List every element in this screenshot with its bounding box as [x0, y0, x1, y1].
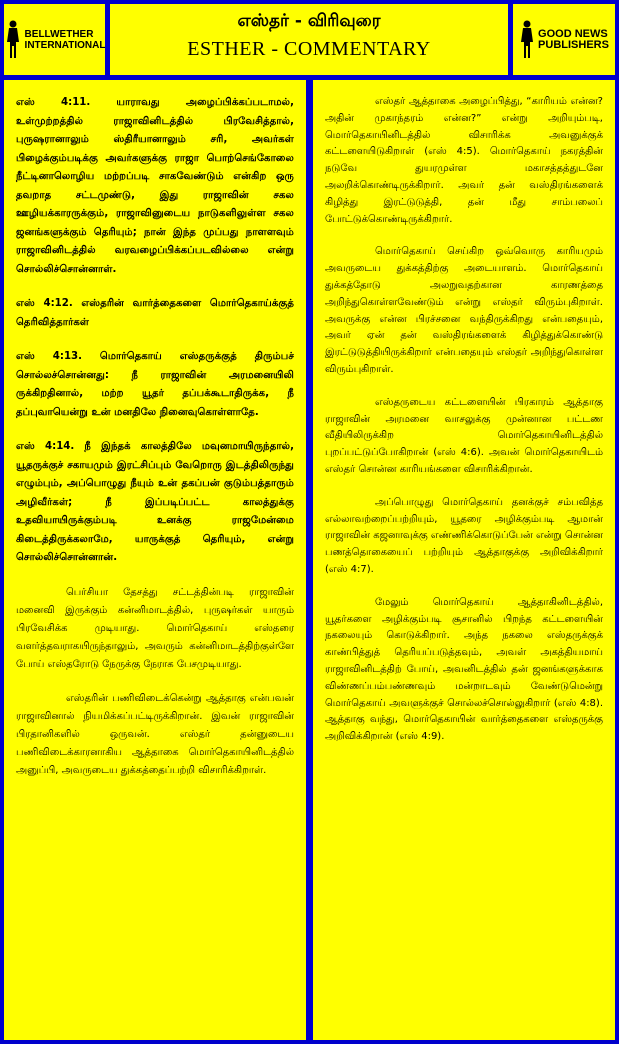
logo-line1: BELLWETHER [24, 28, 94, 40]
logo-line1: GOOD NEWS [538, 27, 608, 40]
verse-4-12: எஸ் 4:12. எஸ்தரின் வார்த்தைகளை மொர்தெகாய்க்குத் தெரிவித்தார்கள் [16, 298, 294, 328]
commentary-paragraph: எஸ்தருடைய கட்டளையின் பிரகாரம் ஆத்தாகு ராஜாவின் அரமனை வாசலுக்கு முன்னான பட்டண வீதியிலிருக்கிற மொர்தெகாயினிடத்தில் புறப்பட்டுப்போகிறான் (எஸ் 4:6). அவன் மொர்தெகாயிடம் எஸ்தர் சொன்ன காரியங்களை விசாரிக்கிறான். [325, 396, 603, 475]
commentary-paragraph: மேலும் மொர்தெகாய் ஆத்தாகினிடத்தில், யூதர்களை அழிக்கும்படி சூசானில் பிறந்த கட்டளையின் நகலையும் கொடுக்கிறார். அந்த நகலை எஸ்தருக்குக் காண்பித்துத் தெரியப்படுத்தவும், அவள் அகத்தியமாய் ராஜாவினிடத்திற் போய், அவனிடத்தில் தன் ஜனங்களுக்காக விண்ணப்பம்பண்ணவும் மன்றாடவும் வேண்டுமென்று மொர்தெகாய் அவளுக்குச் சொல்லச்சொல்லுகிறார் (எஸ் 4:8). ஆத்தாகு வந்து, மொர்தெகாயின் வார்த்தைகளை எஸ்தருக்கு அறிவிக்கிறான் (எஸ் 4:9). [325, 596, 603, 743]
title-panel [110, 4, 508, 75]
good-news-figure-icon [519, 20, 535, 60]
verse-4-11: எஸ் 4:11. யாராவது அழைப்பிக்கப்படாமல், உள்முற்றத்தில் ராஜாவினிடத்தில் பிரவேசித்தால், புருஷரானாலும் ஸ்திரீயானாலும் சரி, அவர்கள் பிழைக்கும்படிக்கு அவர்களுக்கு ராஜா பொற்செங்கோலை நீட்டினாலொழிய மற்றப்படி சாகவேண்டும் என்கிற ஒரு தவறாத சட்டமுண்டு, இது ராஜாவின் சகல ஊழியக்காரருக்கும், ராஜாவினுடைய நாடுகளிலுள்ள சகல ஜனங்களுக்கும் தெரியும்; நான் இந்த முப்பது நாளளவும் ராஜாவினிடத்தில் வரவழைப்பிக்கப்படவில்லை என்று சொல்லிச்சொன்னாள். [16, 97, 294, 275]
good-news-logo [513, 4, 615, 75]
logo-line2: INTERNATIONAL [24, 39, 105, 51]
left-column [4, 80, 306, 1040]
logo-line2: PUBLISHERS [538, 38, 609, 51]
verse-4-13: எஸ் 4:13. மொர்தெகாய் எஸ்தருக்குத் திரும்பச் சொல்லச்சொன்னது: நீ ராஜாவின் அரமனையிலி ருக்கிறதினால், மற்ற யூதர் தப்பக்கூடாதிருக்க, நீ தப்புவாயென்று உன் மனதிலே நினைவுகொள்ளாதே. [16, 351, 294, 418]
commentary-paragraph: மொர்தெகாய் செய்கிற ஒவ்வொரு காரியமும் அவருடைய துக்கத்திற்கு அடையாளம். மொர்தெகாய் துக்கத்தோடு அலறுவதற்கான காரணத்தை அறிந்துகொள்ளவேண்டும் என்று எஸ்தர் விரும்புகிறாள். அவருக்கு என்ன பிரச்சனை வந்திருக்கிறது என்பதையும், அவர் ஏன் தன் வஸ்திரங்களைக் கிழித்துக்கொண்டு இரட்டுடுத்தியிருக்கிறார் என்பதையும் எஸ்தர் அறிந்துகொள்ள விரும்புகிறாள். [325, 246, 603, 375]
right-column [313, 80, 615, 1040]
bellwether-logo [4, 4, 105, 75]
commentary-paragraph: எஸ்தர் ஆத்தாகை அழைப்பித்து, “காரியம் என்ன? அதின் முகாந்தரம் என்ன?” என்று அறியும்படி, மொர்தெகாயினிடத்தில் விசாரிக்க அவனுக்குக் கட்டளையிடுகிறாள் (எஸ் 4:5). மொர்தெகாய் நகரத்தின் நடுவே துயரமுள்ள மகாசத்தத்துடனே அலறிக்கொண்டிருக்கிறார். அவர் தன் வஸ்திரங்களைக் கிழித்து இரட்டுடுத்தி, தன் மீது சாம்பலைப் போட்டுக்கொண்டிருக்கிறார். [325, 96, 603, 225]
page-title-tamil: எஸ்தர் - விரிவுரை [237, 11, 381, 31]
page-title-english: ESTHER - COMMENTARY [187, 38, 431, 60]
verse-4-14: எஸ் 4:14. நீ இந்தக் காலத்திலே மவுனமாயிருந்தால், யூதருக்குச் சகாயமும் இரட்சிப்பும் வேறொரு இடத்திலிருந்து எழும்பும், அப்பொழுது நீயும் உன் தகப்பன் குடும்பத்தாரும் அழிவீர்கள்; நீ இப்படிப்பட்ட காலத்துக்கு உதவியாயிருக்கும்படி உனக்கு ராஜமேன்மை கிடைத்திருக்கலாமே, யாருக்குத் தெரியும், என்று சொல்லிச்சொன்னான். [16, 441, 294, 563]
commentary-paragraph: அப்பொழுது மொர்தெகாய் தனக்குச் சம்பவித்த எல்லாவற்றைப்பற்றியும், யூதரை அழிக்கும்படி ஆமான் ராஜாவின் கஜனாவுக்கு எண்ணிக்கொடுப்பேன் என்று சொன்ன பணத்தொகையைப் பற்றியும் ஆத்தாகுக்கு அறிவிக்கிறார் (எஸ் 4:7). [325, 496, 603, 575]
commentary-paragraph: எஸ்தரின் பணிவிடைக்கென்று ஆத்தாகு என்பவன் ராஜாவினால் நியமிக்கப்பட்டிருக்கிறான். இவன் ராஜாவின் பிரதானிகளில் ஒருவன். எஸ்தர் தன்னுடைய பணிவிடைக்காரனாகிய ஆத்தாகை மொர்தெகாயினிடத்தில் அனுப்பி, அவருடைய துக்கத்தைப்பற்றி விசாரிக்கிறாள். [16, 692, 294, 776]
bellwether-figure-icon [4, 20, 22, 60]
commentary-paragraph: பெர்சியா தேசத்து சட்டத்தின்படி ராஜாவின் மனைவி இருக்கும் கன்னிமாடத்தில், புருஷர்கள் யாரும் பிரவேசிக்க முடியாது. மொர்தெகாய் எஸ்தரை வளர்த்தவராகயிருந்தாலும், அவரும் கன்னிமாடத்திற்குள்ளே போய் எஸ்தரோடு நேருக்கு நேராக பேசமுடியாது. [16, 586, 294, 670]
